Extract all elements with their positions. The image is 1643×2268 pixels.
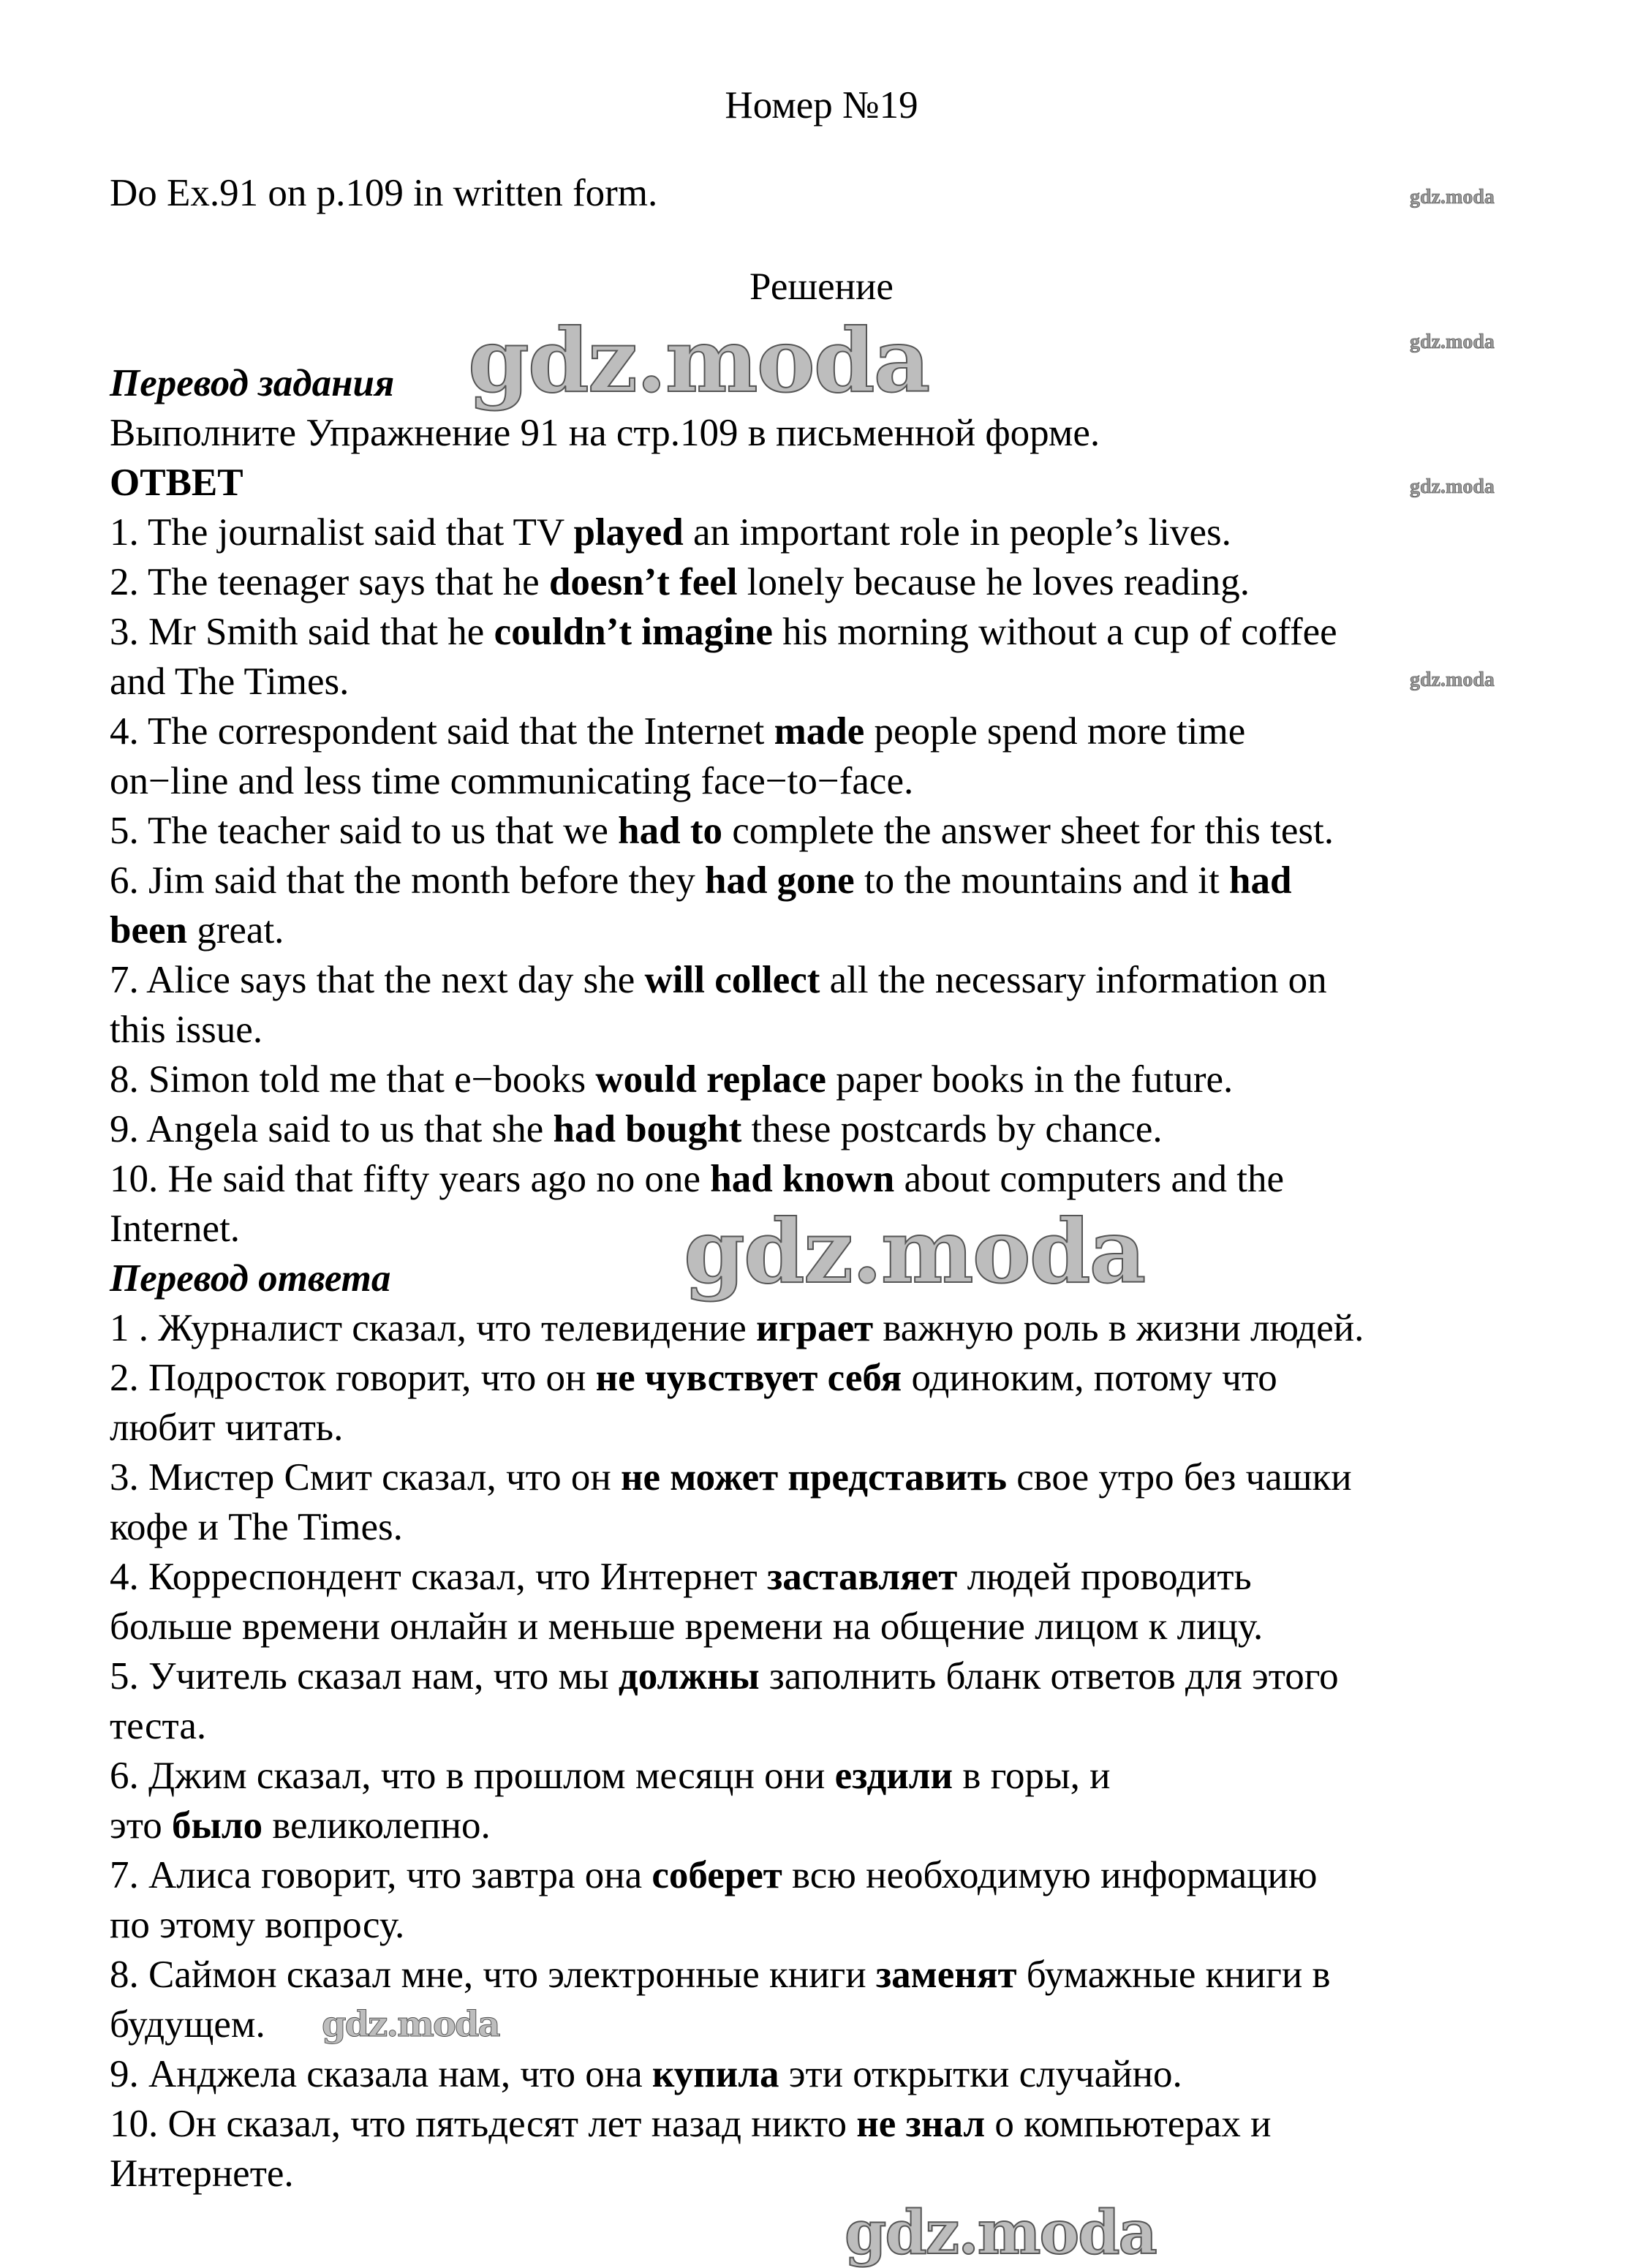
text-line — [110, 1403, 1609, 1453]
text-segment: Internet. — [110, 1208, 241, 1250]
text-segment: всю необходимую информацию — [782, 1854, 1318, 1896]
text-segment: paper books in the future. — [826, 1058, 1234, 1101]
text-line — [110, 955, 1609, 1005]
text-line — [110, 1651, 1609, 1701]
text-line — [110, 905, 1609, 955]
text-segment: his morning without a cup of coffee — [772, 611, 1337, 653]
bold-verb-phrase: соберет — [651, 1854, 782, 1896]
text-line — [110, 1602, 1609, 1651]
bold-verb-phrase: заставляет — [766, 1556, 958, 1598]
text-segment: свое утро без чашки — [1006, 1456, 1352, 1499]
watermark-logo: gdz.moda — [468, 309, 929, 412]
text-line — [110, 1900, 1609, 1950]
text-segment: this issue. — [110, 1009, 263, 1051]
text-line — [110, 1005, 1609, 1055]
text-segment: 10. He said that fifty years ago no one — [110, 1158, 711, 1200]
text-segment: people spend more time — [864, 710, 1246, 753]
watermark-small: gdz.moda — [1410, 331, 1495, 353]
text-segment: 7. Алиса говорит, что завтра она — [110, 1854, 652, 1896]
text-line — [110, 1154, 1609, 1204]
text-segment: кофе и The Times. — [110, 1506, 403, 1548]
text-segment: 5. Учитель сказал нам, что мы — [110, 1655, 619, 1698]
text-segment: Перевод задания — [110, 362, 395, 404]
watermark-small: gdz.moda — [1410, 186, 1495, 208]
text-segment: these postcards by chance. — [741, 1108, 1163, 1150]
text-segment: Выполните Упражнение 91 на стр.109 в письменной форме. — [110, 412, 1100, 454]
text-segment: важную роль в жизни людей. — [873, 1307, 1364, 1349]
text-segment: теста. — [110, 1705, 207, 1747]
watermark-logo: gdz.moda — [684, 1200, 1145, 1303]
text-segment: 6. Джим сказал, что в прошлом месяцн они — [110, 1755, 835, 1797]
text-segment: это — [110, 1804, 172, 1847]
text-segment: on−line and less time communicating face−to−face. — [110, 760, 914, 802]
text-segment: 5. The teacher said to us that we — [110, 810, 619, 852]
text-segment: заполнить бланк ответов для этого — [759, 1655, 1339, 1698]
text-segment: 9. Angela said to us that she — [110, 1108, 554, 1150]
text-segment: about computers and the — [894, 1158, 1284, 1200]
text-line — [110, 1453, 1609, 1502]
bold-verb-phrase: ездили — [834, 1755, 953, 1797]
watermark-logo: gdz.moda — [845, 2198, 1156, 2268]
bold-verb-phrase: было — [171, 1804, 263, 1847]
bold-verb-phrase: had bought — [553, 1108, 742, 1150]
solution-heading: Решение — [749, 265, 894, 308]
text-segment: 2. The teenager says that he — [110, 561, 549, 603]
text-segment: ОТВЕТ — [110, 461, 243, 504]
text-segment: complete the answer sheet for this test. — [722, 810, 1334, 852]
bold-verb-phrase: had to — [618, 810, 723, 852]
text-segment: 2. Подросток говорит, что он — [110, 1357, 596, 1399]
text-segment: любит читать. — [110, 1406, 344, 1449]
text-segment: 4. Корреспондент сказал, что Интернет — [110, 1556, 767, 1598]
text-segment: великолепно. — [262, 1804, 491, 1847]
text-segment: 9. Анджела сказала нам, что она — [110, 2053, 652, 2095]
text-line — [110, 856, 1609, 905]
text-line — [110, 1104, 1609, 1154]
watermark-logo: gdz.moda — [322, 2004, 499, 2045]
bold-verb-phrase: не знал — [856, 2103, 986, 2145]
section-heading — [110, 458, 1609, 508]
text-line — [110, 1055, 1609, 1104]
text-line — [110, 657, 1609, 707]
text-line — [110, 806, 1609, 856]
text-line — [110, 508, 1609, 557]
text-segment: 3. Мистер Смит сказал, что он — [110, 1456, 621, 1499]
text-segment: Перевод ответа — [110, 1257, 391, 1300]
bold-verb-phrase: made — [774, 710, 865, 753]
text-segment: 6. Jim said that the month before they — [110, 859, 705, 902]
text-segment: 10. Он сказал, что пятьдесят лет назад никто — [110, 2103, 857, 2145]
text-line — [110, 1751, 1609, 1801]
text-segment: Интернете. — [110, 2152, 294, 2195]
bold-verb-phrase: заменят — [875, 1954, 1017, 1996]
text-segment: людей проводить — [957, 1556, 1252, 1598]
text-segment: 1 . Журналист сказал, что телевидение — [110, 1307, 757, 1349]
text-segment: 8. Simon told me that e−books — [110, 1058, 596, 1101]
bold-verb-phrase: had — [1228, 859, 1292, 902]
text-line — [110, 1801, 1609, 1850]
text-segment: 3. Mr Smith said that he — [110, 611, 494, 653]
text-segment: lonely because he loves reading. — [737, 561, 1250, 603]
text-line — [110, 1303, 1609, 1353]
text-segment: 7. Alice says that the next day she — [110, 959, 645, 1001]
text-segment: and The Times. — [110, 660, 350, 703]
text-segment: all the necessary information on — [820, 959, 1327, 1001]
watermark-small: gdz.moda — [1410, 668, 1495, 691]
text-line — [110, 607, 1609, 657]
text-line — [110, 2099, 1609, 2149]
text-segment: 4. The correspondent said that the Internet — [110, 710, 774, 753]
bold-verb-phrase: играет — [756, 1307, 874, 1349]
bold-verb-phrase: doesn’t feel — [548, 561, 738, 603]
text-segment: to the mountains and it — [854, 859, 1229, 902]
text-line — [110, 557, 1609, 607]
text-segment: 1. The journalist said that TV — [110, 511, 574, 554]
bold-verb-phrase: had known — [710, 1158, 895, 1200]
bold-verb-phrase: would replace — [595, 1058, 826, 1101]
text-line — [110, 2049, 1609, 2099]
text-line — [110, 1701, 1609, 1751]
text-line — [110, 1950, 1609, 2000]
text-segment: бумажные книги в — [1016, 1954, 1331, 1996]
bold-verb-phrase: had gone — [704, 859, 855, 902]
text-line — [110, 2149, 1609, 2199]
text-line — [110, 408, 1609, 458]
text-segment: в горы, и — [953, 1755, 1111, 1797]
text-segment: an important role in people’s lives. — [683, 511, 1231, 554]
text-line — [110, 707, 1609, 756]
page-title: Номер №19 — [725, 84, 918, 127]
task-text: Do Ex.91 on p.109 in written form. — [110, 172, 658, 214]
bold-verb-phrase: couldn’t imagine — [494, 611, 773, 653]
text-segment: эти открытки случайно. — [779, 2053, 1182, 2095]
text-line — [110, 1552, 1609, 1602]
text-segment: одиноким, потому что — [902, 1357, 1277, 1399]
bold-verb-phrase: не может представить — [620, 1456, 1007, 1499]
text-segment: будущем. — [110, 2003, 265, 2046]
bold-verb-phrase: played — [573, 511, 684, 554]
text-line — [110, 1502, 1609, 1552]
watermark-small: gdz.moda — [1410, 475, 1495, 498]
text-segment: больше времени онлайн и меньше времени на общение лицом к лицу. — [110, 1605, 1264, 1648]
text-line — [110, 1850, 1609, 1900]
text-segment: по этому вопросу. — [110, 1904, 405, 1946]
text-segment: great. — [187, 909, 284, 952]
text-line — [110, 756, 1609, 806]
bold-verb-phrase: been — [110, 909, 187, 952]
text-segment: о компьютерах и — [985, 2103, 1272, 2145]
text-line — [110, 1353, 1609, 1403]
bold-verb-phrase: купила — [651, 2053, 779, 2095]
bold-verb-phrase: должны — [618, 1655, 760, 1698]
bold-verb-phrase: не чувствует себя — [595, 1357, 902, 1399]
bold-verb-phrase: will collect — [644, 959, 820, 1001]
text-segment: 8. Саймон сказал мне, что электронные книги — [110, 1954, 876, 1996]
